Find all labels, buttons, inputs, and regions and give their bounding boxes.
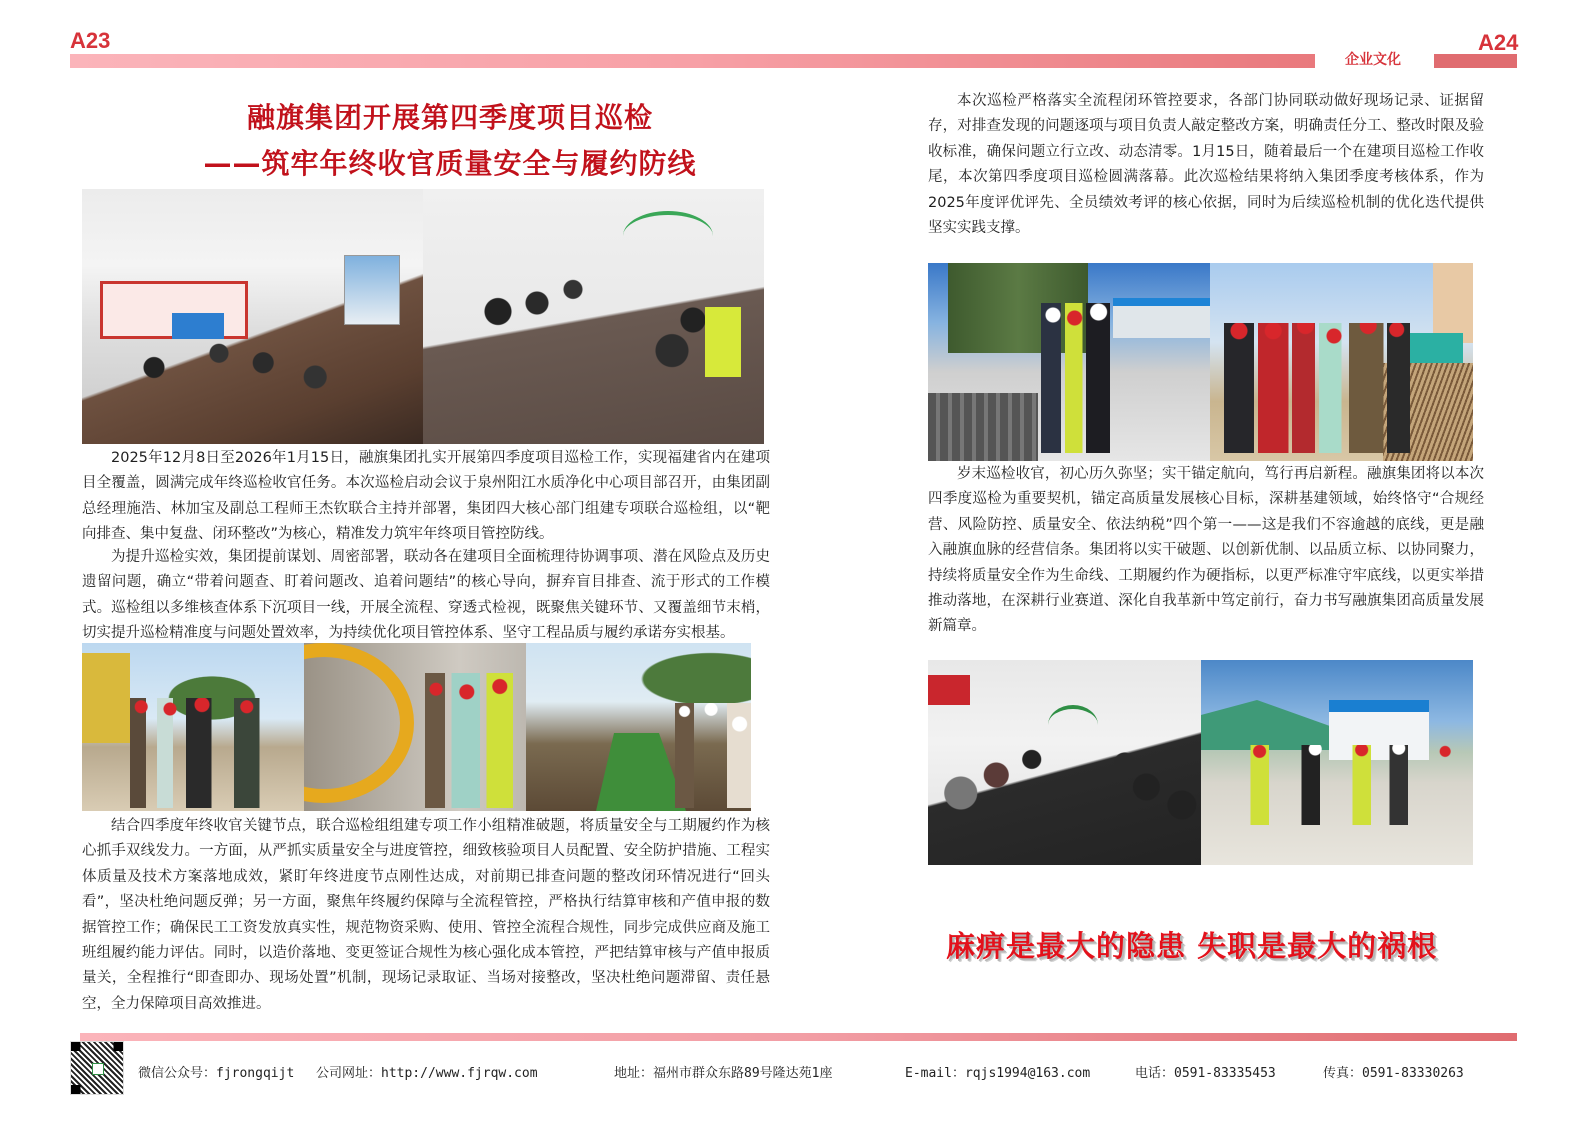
footer-website[interactable]: 公司网址：http://www.fjrqw.com — [316, 1066, 538, 1081]
building-poster — [344, 255, 400, 325]
footer-address: 地址：福州市群众东路89号隆达苑1座 — [614, 1066, 833, 1081]
inspectors — [122, 698, 282, 808]
photo-meeting-room-closing — [928, 660, 1201, 865]
trees — [616, 643, 751, 703]
footer-email[interactable]: E-mail：rqjs1994@163.com — [905, 1066, 1091, 1081]
header-bar-right — [1434, 54, 1517, 68]
site-building — [1113, 298, 1210, 338]
shield-machine-ring — [304, 643, 414, 803]
red-sign — [928, 675, 970, 705]
header-bar — [70, 54, 1315, 68]
photo-site-rebar-inspection — [1210, 263, 1473, 461]
footer-wechat: 微信公众号：fjrongqijt — [138, 1066, 295, 1081]
paragraph: 2025年12月8日至2026年1月15日，融旗集团扎实开展第四季度项目巡检工作，实现福建省内在建项目全覆盖，圆满完成年终巡检收官任务。本次巡检启动会议于泉州阳江水质净化中心项目部召开，由集团副总经理施浩、林加宝及副总工程师王杰钦联合主持并部署，集团四大核心部门组建专项联合巡检组，以“靶向排查、集中复盘、闭环整改”为核心，精准发力筑牢年终项目管控防线。 — [82, 450, 770, 543]
attendees — [102, 339, 362, 434]
inspectors — [1033, 303, 1113, 453]
paragraph: 岁末巡检收官，初心历久弥坚；实干锚定航向，笃行再启新程。融旗集团将以本次四季度巡检为重要契机，锚定高质量发展核心目标，深耕基建领域，始终恪守“合规经营、风险防控、质量安全、依法纳税”四个第一——这是我们不容逾越的底线，更是融入融旗血脉的经营信条。集团将以实干破题、以创新优制、以品质立标、以协同聚力，持续将质量安全作为生命线、工期履约作为硬指标，以更严标准守牢底线，以更实举措推动落地，在深耕行业赛道、深化自我革新中笃定前行，奋力书写融旗集团高质量发展新篇章。 — [928, 466, 1484, 635]
photo-site-office-yard — [1201, 660, 1473, 865]
concrete-blocks — [928, 393, 1038, 461]
paragraph: 为提升巡检实效，集团提前谋划、周密部署，联动各在建项目全面梳理待协调事项、潜在风险点及历史遗留问题，确立“带着问题查、盯着问题改、追着问题结”的核心导向，摒弃盲目排查、流于形式的工作模式。巡检组以多维核查体系下沉项目一线，开展全流程、穿透式检视，既聚焦关键环节、又覆盖细节末梢，切实提升巡检精准度与问题处置效率，为持续优化项目管控体系、坚守工程品质与履约承诺夯实根基。 — [82, 549, 770, 642]
page-number-right: A24 — [1478, 30, 1519, 55]
section-tag: 企业文化 — [1345, 52, 1401, 68]
banner — [172, 313, 224, 339]
paragraph: 本次巡检严格落实全流程闭环管控要求，各部门协同联动做好现场记录、证据留存，对排查发现的问题逐项与项目负责人敲定整改方案，明确责任分工、整改时限及验收标准，确保问题立行立改、动态清零。1月15日，随着最后一个在建项目巡检工作收尾，本次第四季度项目巡检圆满落幕。此次巡检结果将纳入集团季度考核体系，作为2025年度评优评先、全员绩效考评的核心依据，同时为后续巡检机制的优化迭代提供坚实实践支撑。 — [928, 93, 1484, 237]
paragraph: 结合四季度年终收官关键节点，联合巡检组组建专项工作小组精准破题，将质量安全与工期履约作为核心抓手双线发力。一方面，从严抓实质量安全与进度管控，细致核验项目人员配置、安全防护措施、工程实体质量及技术方案落地成效，紧盯年终进度节点刚性达成，对前期已排查问题的整改闭环情况进行“回头看”，坚决杜绝问题反弹；另一方面，聚焦年终履约保障与全流程管控，严格执行结算审核和产值申报的数据管控工作；确保民工工资发放真实性，规范物资采购、使用、管控全流程合规性，同步完成供应商及施工班组履约能力评估。同时，以造价落地、变更签证合规性为核心强化成本管控，严把结算审核与产值申报质量关，全程推行“即查即办、现场处置”机制，现场记录取证、当场对接整改，坚决杜绝问题滞留、责任悬空，全力保障项目高效推进。 — [82, 818, 770, 1012]
hill-green-net — [1201, 700, 1341, 750]
inspectors — [414, 673, 524, 808]
photo-site-green-net-slope — [526, 643, 751, 811]
article-title: 融旗集团开展第四季度项目巡检 — [246, 101, 653, 134]
company-logo-icon — [1048, 705, 1098, 745]
photo-meeting-company-logo-room — [423, 189, 764, 444]
photo-site-shield-machine — [304, 643, 526, 811]
company-logo-icon — [623, 211, 713, 261]
photo-meeting-kickoff-room — [82, 189, 423, 444]
footer-bar — [80, 1033, 1517, 1041]
inspectors — [1220, 323, 1410, 453]
footer-fax: 传真：0591-83330263 — [1323, 1066, 1464, 1081]
building — [1433, 263, 1473, 343]
page-number-left: A23 — [70, 28, 111, 53]
article-subtitle: ——筑牢年终收官质量安全与履约防线 — [203, 147, 697, 180]
footer-phone: 电话：0591-83335453 — [1135, 1066, 1276, 1081]
footer-contact — [0, 1060, 1587, 1084]
safety-slogan: 麻痹是最大的隐患 失职是最大的祸根 — [946, 929, 1438, 963]
inspectors — [1241, 745, 1473, 825]
safety-vest — [705, 307, 741, 377]
attendees — [928, 745, 1201, 865]
photo-site-excavator — [82, 643, 304, 811]
photo-site-block-inspection — [928, 263, 1210, 461]
inspectors — [656, 703, 751, 808]
